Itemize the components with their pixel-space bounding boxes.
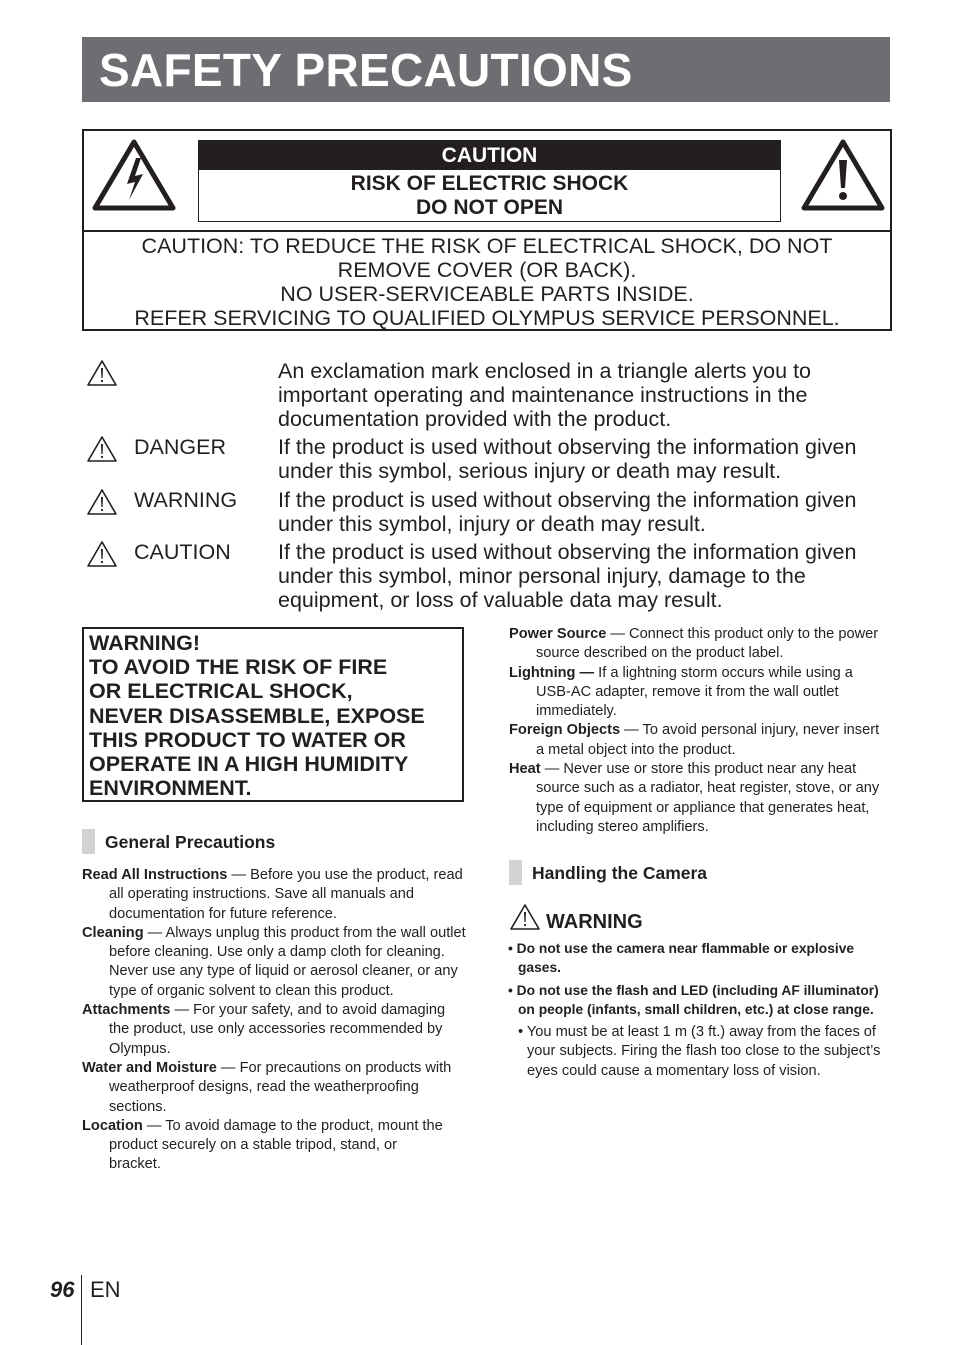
power-precautions-list [509, 625, 889, 837]
item-text: If a lightning storm occurs while using a USB-AC adapter, remove it from the wall outlet immediately. [536, 664, 853, 720]
sub-bullet-item: • You must be at least 1 m (3 ft.) away from the faces of your subjects. Firing the flash too close to the subject’s eyes could cause a momentary loss of vision. [518, 1024, 881, 1079]
caution-top [84, 131, 890, 232]
list-item [509, 664, 889, 722]
item-term: Cleaning [82, 924, 144, 941]
item-term: Heat [509, 761, 541, 778]
symbol-description: If the product is used without observing the information given under this symbol, minor personal injury, damage to the equipment, or loss of valuable data may result. [278, 540, 857, 612]
warning-triangle-icon [86, 488, 118, 516]
item-text: — For your safety, and to avoid damaging the product, use only accessories recommended by Olympus. [109, 1002, 446, 1057]
item-term: Attachments [82, 1002, 171, 1019]
caution-header: CAUTION [199, 141, 780, 170]
section-marker [509, 860, 522, 885]
caution-body [84, 234, 890, 330]
warning-line: NEVER DISASSEMBLE, EXPOSE [89, 703, 425, 728]
symbol-description: If the product is used without observing the information given under this symbol, injury or death may result. [278, 488, 857, 536]
item-text: — Never use or store this product near any heat source such as a radiator, heat register, stove, or any type of equipment or appliance that generates heat, including stereo amplifiers. [536, 761, 880, 835]
section-heading-text: Handling the Camera [532, 863, 708, 883]
section-marker [82, 829, 95, 854]
caution-body-line: CAUTION: TO REDUCE THE RISK OF ELECTRICAL SHOCK, DO NOT [141, 234, 833, 258]
page-title: SAFETY PRECAUTIONS [99, 44, 633, 96]
warning-line: OR ELECTRICAL SHOCK, [89, 679, 353, 704]
footer-divider [81, 1275, 82, 1345]
item-term: Location [82, 1117, 143, 1134]
list-item [82, 924, 467, 1001]
fire-warning-box [82, 627, 464, 802]
list-item [82, 1059, 467, 1117]
warning-triangle-icon [86, 435, 118, 463]
caution-line-2: DO NOT OPEN [415, 196, 563, 219]
item-text: — To avoid personal injury, never insert a metal object into the product. [536, 722, 880, 758]
bullet-item: • Do not use the flash and LED (including AF illuminator) on people (infants, small children, etc.) at close range. [508, 983, 879, 1017]
general-precautions-list [82, 866, 467, 1175]
item-text: — Connect this product only to the power source described on the product label. [536, 626, 879, 662]
caution-body-line: REFER SERVICING TO QUALIFIED OLYMPUS SERVICE PERSONNEL. [134, 306, 840, 330]
caution-body-line: NO USER-SERVICEABLE PARTS INSIDE. [280, 282, 694, 306]
page-number: 96 [50, 1277, 75, 1302]
bullet-item: • Do not use the camera near flammable or explosive gases. [508, 941, 855, 975]
list-item [509, 625, 889, 664]
warning-line: ENVIRONMENT. [89, 776, 252, 801]
section-heading-text: General Precautions [105, 832, 276, 852]
symbol-label: DANGER [134, 435, 226, 459]
exclamation-triangle-icon [800, 136, 886, 212]
caution-body-line: REMOVE COVER (OR BACK). [337, 258, 637, 282]
item-text: — Before you use the product, read all operating instructions. Save all manuals and documentation for future reference. [109, 867, 463, 922]
warning-line: WARNING! [89, 631, 201, 655]
warning-line: OPERATE IN A HIGH HUMIDITY [89, 752, 409, 777]
warning-triangle-icon [86, 540, 118, 568]
item-text: — To avoid damage to the product, mount the product securely on a stable tripod, stand, or bracket. [109, 1117, 443, 1173]
warning-triangle-icon [509, 903, 541, 931]
language-code: EN [90, 1277, 121, 1302]
warning-triangle-icon [86, 359, 118, 387]
caution-line-1: RISK OF ELECTRIC SHOCK [350, 172, 629, 195]
warning-line: TO AVOID THE RISK OF FIRE [89, 655, 388, 680]
item-text: — Always unplug this product from the wall outlet before cleaning. Use only a damp cloth for cleaning. Never use any type of liquid or aerosol cleaner, or any type of organic solvent to clean this product. [109, 924, 466, 999]
caution-label-box [198, 140, 781, 222]
bullet-text: Do not use the flash and LED (including AF illuminator) on people (infants, small children, etc.) at close range. [516, 983, 879, 1017]
electric-shock-icon [91, 136, 177, 212]
symbol-description: If the product is used without observing the information given under this symbol, serious injury or death may result. [278, 435, 857, 483]
sub-bullet-text: You must be at least 1 m (3 ft.) away from the faces of your subjects. Firing the flash too close to the subject’s eyes could cause a momentary loss of vision. [526, 1024, 881, 1079]
list-item [509, 760, 889, 837]
warning-line: THIS PRODUCT TO WATER OR [89, 727, 406, 752]
item-term: Water and Moisture [82, 1059, 217, 1076]
symbol-description: An exclamation mark enclosed in a triangle alerts you to important operating and maintenance instructions in the documentation provided with the product. [278, 359, 811, 431]
item-term: Foreign Objects [509, 722, 621, 739]
list-item [82, 1001, 467, 1059]
handling-warning-list [508, 939, 888, 1081]
item-term: Power Source [509, 626, 607, 642]
caution-box [82, 129, 892, 331]
title-bar [82, 37, 890, 102]
warning-label: WARNING [546, 911, 643, 933]
item-term: Read All Instructions [82, 867, 228, 883]
bullet-text: Do not use the camera near flammable or explosive gases. [516, 941, 855, 975]
item-text: — For precautions on products with weatherproof designs, read the weatherproofing sections. [109, 1059, 452, 1115]
item-term: Lightning — [509, 664, 595, 681]
list-item [82, 866, 467, 924]
symbol-label: WARNING [134, 488, 238, 512]
list-item [509, 721, 889, 760]
list-item [82, 1117, 467, 1175]
symbol-label: CAUTION [134, 540, 231, 564]
